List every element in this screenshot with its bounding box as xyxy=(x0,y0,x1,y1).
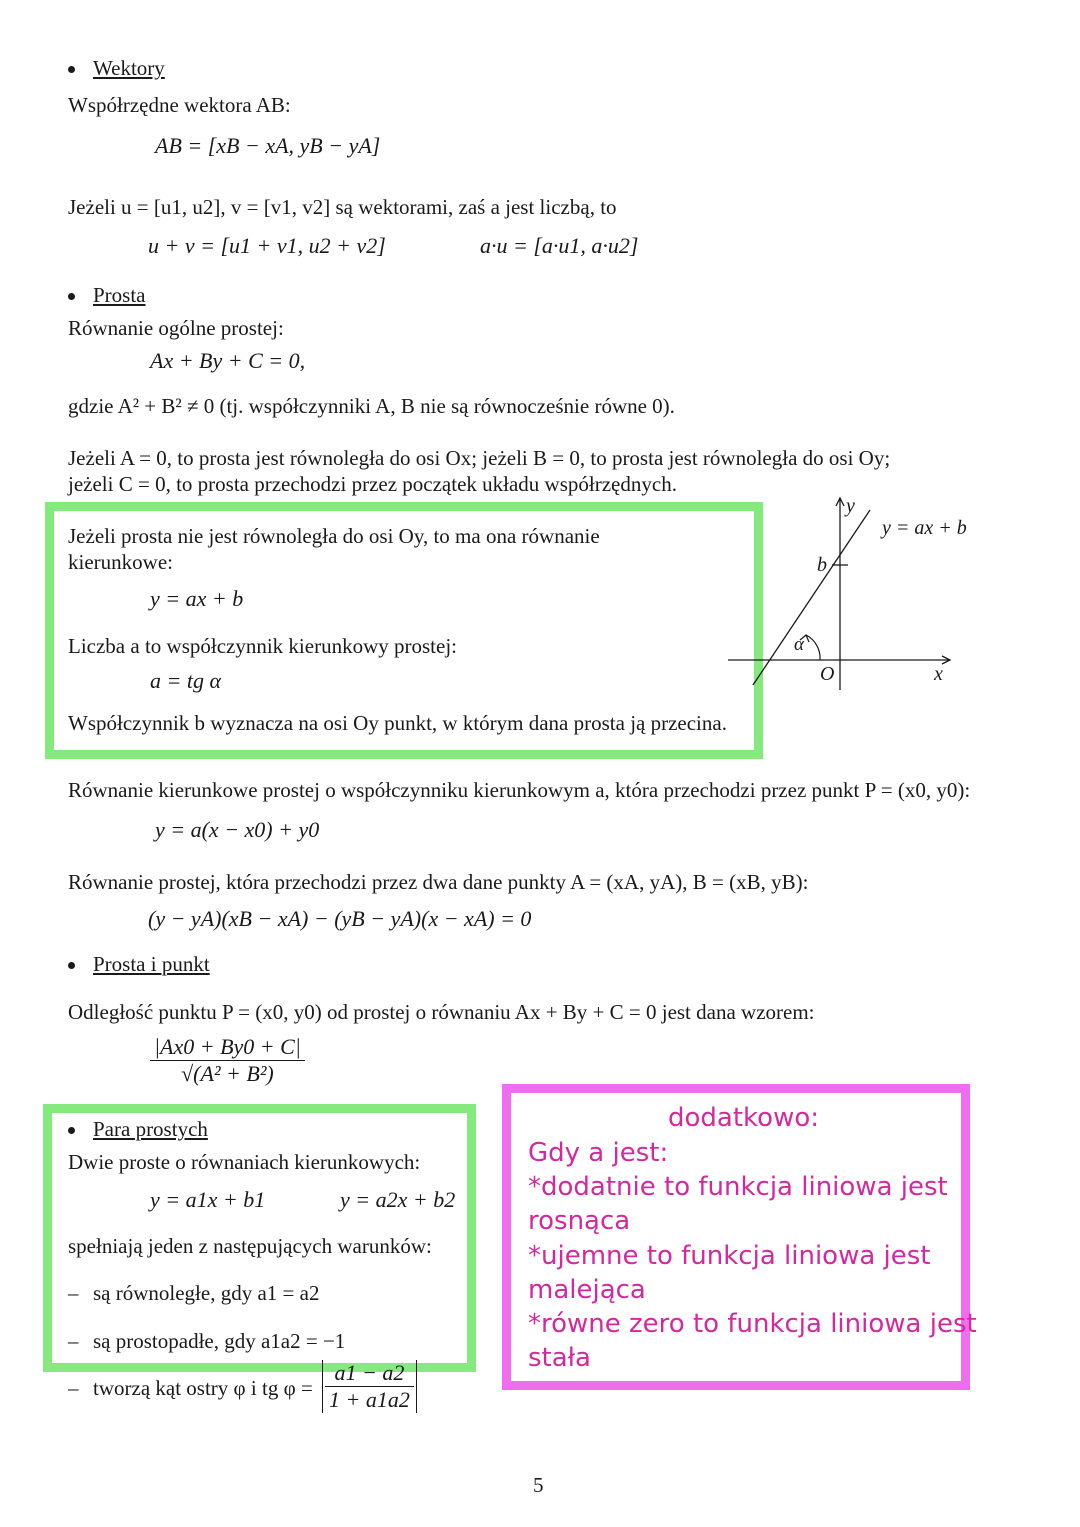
vector-ops-intro: Jeżeli u = [u1, u2], v = [v1, v2] są wektorami, zaś a jest liczbą, to xyxy=(68,195,617,219)
two-points-intro: Równanie prostej, która przechodzi przez dwa dane punkty A = (xA, yA), B = (xB, yB): xyxy=(68,870,809,894)
b-label: b xyxy=(817,554,827,576)
slope-intro-line1: Jeżeli prosta nie jest równoległa do osi Oy, to ma ona równanie xyxy=(68,524,600,548)
bullet-dot xyxy=(68,293,75,300)
pair-conditions-intro: spełniają jeden z następujących warunków: xyxy=(68,1234,432,1258)
pair-condition-perpendicular: są prostopadłe, gdy a1a2 = −1 xyxy=(93,1329,346,1353)
line-label: y = ax + b xyxy=(882,517,967,539)
vector-coords-formula: AB = [xB − xA, yB − yA] xyxy=(155,133,381,158)
distance-formula xyxy=(150,1034,305,1087)
section-heading-prosta: Prosta xyxy=(93,283,146,307)
point-slope-intro: Równanie kierunkowe prostej o współczynniku kierunkowym a, która przechodzi przez punkt P = (x0, y0): xyxy=(68,778,971,802)
slope-intro-line2: kierunkowe: xyxy=(68,550,173,574)
general-equation-condition: gdzie A² + B² ≠ 0 (tj. współczynniki A, B nie są równocześnie równe 0). xyxy=(68,394,675,418)
angle-fraction-inner xyxy=(325,1360,414,1413)
section-heading-para: Para prostych xyxy=(93,1117,208,1141)
note-title: dodatkowo: xyxy=(668,1103,820,1133)
pair-equation-2: y = a2x + b2 xyxy=(340,1187,456,1212)
vector-sum-formula: u + v = [u1 + v1, u2 + v2] xyxy=(148,233,386,258)
point-slope-formula: y = a(x − x0) + y0 xyxy=(155,817,320,842)
graph-line xyxy=(753,510,870,685)
note-line-1: Gdy a jest: xyxy=(528,1138,669,1168)
note-line-4: *ujemne to funkcja liniowa jest xyxy=(528,1241,931,1271)
note-line-6: *równe zero to funkcja liniowa jest xyxy=(528,1309,977,1339)
note-line-5: malejąca xyxy=(528,1275,646,1305)
distance-numerator: |Ax0 + By0 + C| xyxy=(150,1034,305,1061)
dash: – xyxy=(68,1329,79,1353)
distance-denominator: √(A² + B²) xyxy=(181,1061,274,1086)
distance-fraction xyxy=(150,1034,305,1087)
intercept-text: Współczynnik b wyznacza na osi Oy punkt, w którym dana prosta ją przecina. xyxy=(68,711,727,735)
note-line-7: stała xyxy=(528,1343,591,1373)
y-axis-label: y xyxy=(846,495,855,517)
two-points-formula: (y − yA)(xB − xA) − (yB − yA)(x − xA) = 0 xyxy=(148,906,532,931)
coefficient-intro: Liczba a to współczynnik kierunkowy prostej: xyxy=(68,634,457,658)
pair-intro: Dwie proste o równaniach kierunkowych: xyxy=(68,1150,421,1174)
coefficient-formula: a = tg α xyxy=(150,668,222,693)
pair-condition-parallel: są równoległe, gdy a1 = a2 xyxy=(93,1281,320,1305)
page-number: 5 xyxy=(533,1473,544,1497)
note-line-3: rosnąca xyxy=(528,1206,631,1236)
angle-denominator: 1 + a1a2 xyxy=(329,1387,410,1412)
line-graph xyxy=(720,490,1020,700)
alpha-label: α xyxy=(794,634,804,655)
general-equation-intro: Równanie ogólne prostej: xyxy=(68,316,284,340)
section-heading-prosta-punkt: Prosta i punkt xyxy=(93,952,210,976)
vector-coords-intro: Współrzędne wektora AB: xyxy=(68,93,291,117)
angle-fraction xyxy=(322,1360,417,1413)
bullet-dot xyxy=(68,66,75,73)
pair-condition-angle: tworzą kąt ostry φ i tg φ = xyxy=(93,1376,313,1400)
slope-formula: y = ax + b xyxy=(150,586,244,611)
parallel-rule-line1: Jeżeli A = 0, to prosta jest równoległa do osi Ox; jeżeli B = 0, to prosta jest równoległa do osi Oy; xyxy=(68,446,891,470)
pair-equation-1: y = a1x + b1 xyxy=(150,1187,266,1212)
origin-label: O xyxy=(820,663,835,685)
note-line-2: *dodatnie to funkcja liniowa jest xyxy=(528,1172,948,1202)
distance-intro: Odległość punktu P = (x0, y0) od prostej o równaniu Ax + By + C = 0 jest dana wzorem: xyxy=(68,1000,815,1024)
dash: – xyxy=(68,1376,79,1400)
bullet-dot xyxy=(68,962,75,969)
parallel-rule-line2: jeżeli C = 0, to prosta przechodzi przez początek układu współrzędnych. xyxy=(68,472,677,496)
bullet-dot xyxy=(68,1127,75,1134)
vector-scalar-formula: a·u = [a·u1, a·u2] xyxy=(480,233,639,258)
section-heading-wektory: Wektory xyxy=(93,56,165,80)
general-equation-formula: Ax + By + C = 0, xyxy=(150,348,306,373)
x-axis-label: x xyxy=(934,663,943,685)
angle-numerator: a1 − a2 xyxy=(325,1360,414,1387)
dash: – xyxy=(68,1281,79,1305)
